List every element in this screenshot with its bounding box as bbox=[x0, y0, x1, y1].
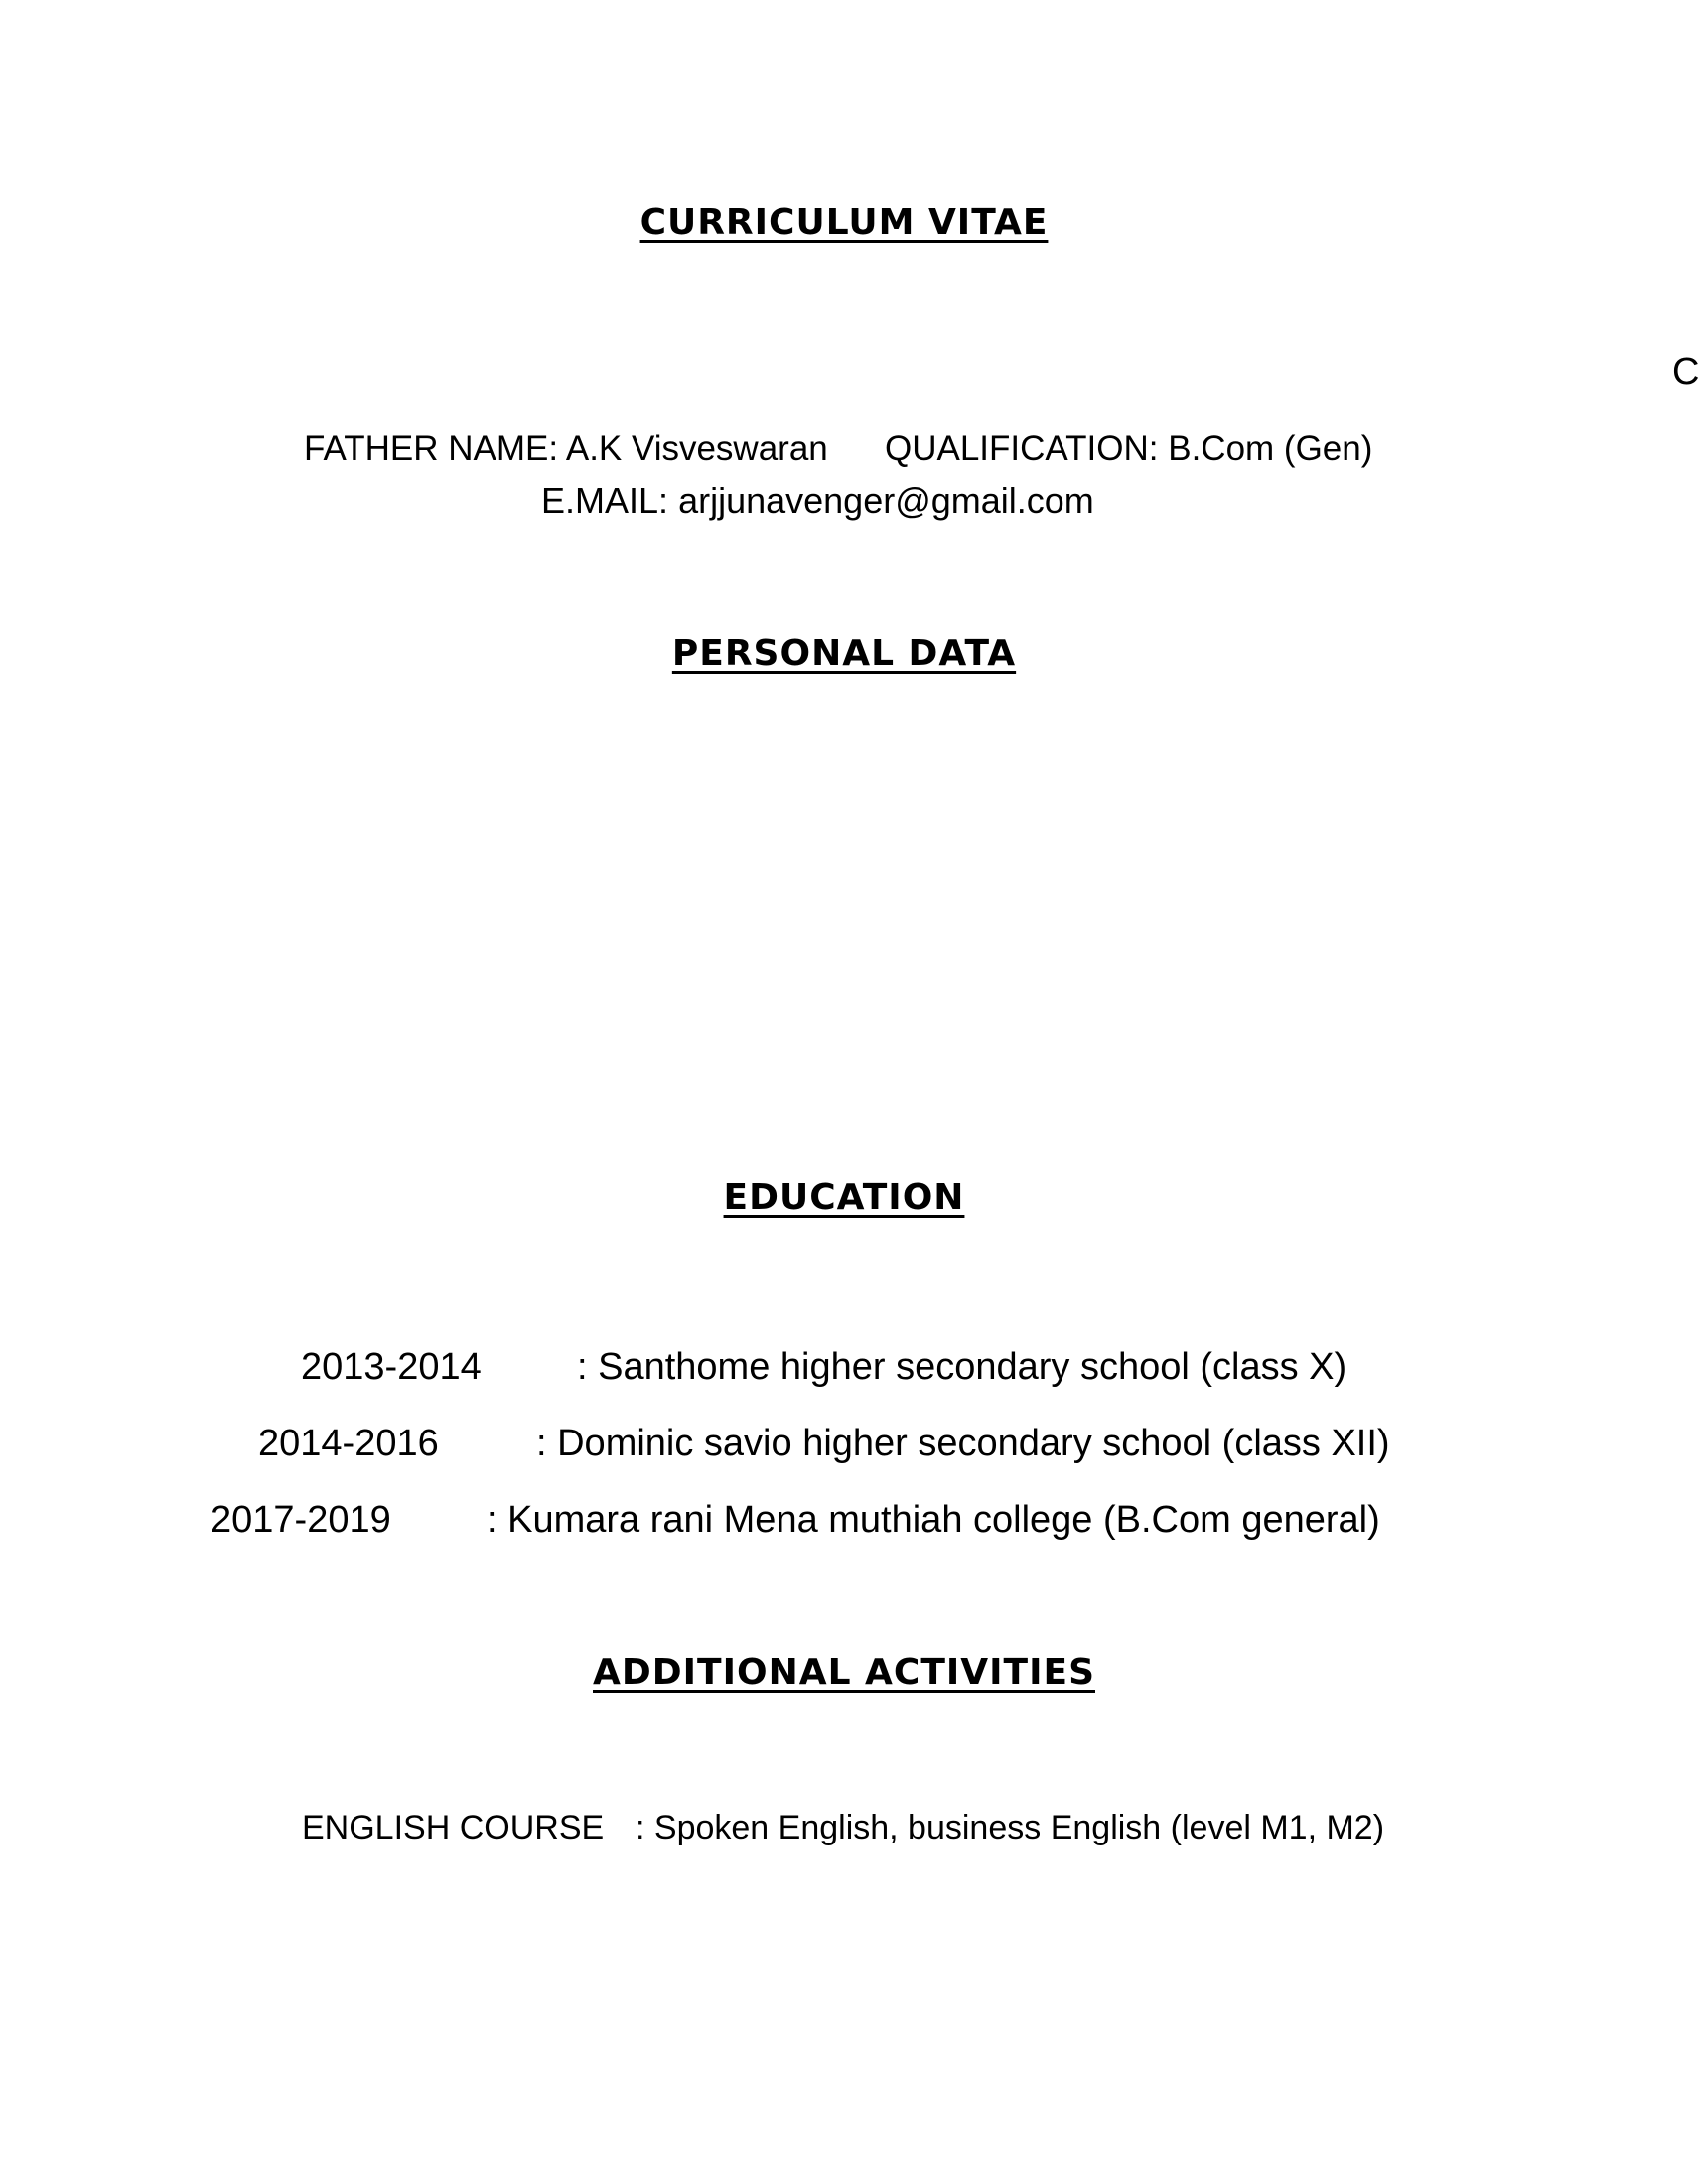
education-row-years: 2017-2019 bbox=[211, 1499, 391, 1541]
email-value: arjjunavenger@gmail.com bbox=[678, 480, 1094, 521]
father-name-value: A.K Visveswaran bbox=[565, 429, 828, 468]
qualification-line bbox=[885, 429, 1372, 469]
father-name-label: FATHER NAME: bbox=[304, 429, 559, 468]
qualification-value: B.Com (Gen) bbox=[1168, 429, 1373, 468]
education-row-detail: : Kumara rani Mena muthiah college (B.Com general) bbox=[487, 1499, 1380, 1541]
activity-detail: : Spoken English, business English (level M1, M2) bbox=[636, 1809, 1385, 1846]
education-row-detail: : Santhome higher secondary school (class X) bbox=[577, 1346, 1347, 1388]
qualification-label: QUALIFICATION: bbox=[885, 429, 1159, 468]
education-row-years: 2014-2016 bbox=[258, 1423, 439, 1464]
activity-label: ENGLISH COURSE bbox=[302, 1809, 605, 1846]
section-heading-personal-data: PERSONAL DATA bbox=[671, 633, 1017, 674]
email-label: E.MAIL: bbox=[541, 480, 669, 521]
father-name-line bbox=[304, 429, 828, 469]
section-heading-additional-activities: ADDITIONAL ACTIVITIES bbox=[593, 1652, 1095, 1693]
section-heading-education: EDUCATION bbox=[723, 1177, 965, 1218]
education-row-detail: : Dominic savio higher secondary school (class XII) bbox=[536, 1423, 1390, 1464]
education-row-years: 2013-2014 bbox=[301, 1346, 482, 1388]
cut-off-text-fragment: C bbox=[1672, 351, 1699, 393]
email-line bbox=[541, 480, 1094, 522]
page-title: CURRICULUM VITAE bbox=[639, 203, 1049, 243]
